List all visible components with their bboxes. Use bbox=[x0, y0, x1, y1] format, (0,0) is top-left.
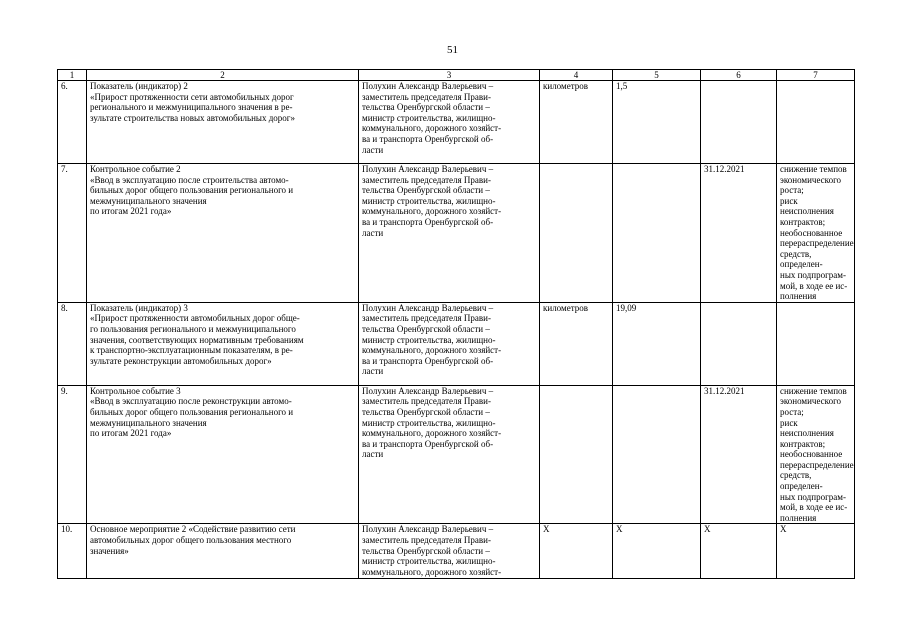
row-risks bbox=[777, 302, 855, 385]
column-number-4: 4 bbox=[540, 70, 613, 81]
row-number: 10. bbox=[58, 524, 87, 579]
row-responsible: Полухин Александр Валерьевич – заместитель председателя Прави- тельства Оренбургской области – министр строительства, жилищно- коммунального, дорожного хозяйст- bbox=[359, 524, 540, 579]
row-risks: снижение темпов экономического роста; риск неисполнения контрактов; необоснованное перераспределение средств, определен- ных подпрограм- мой, в ходе ее ис- полнения bbox=[777, 385, 855, 524]
row-date: 31.12.2021 bbox=[701, 385, 777, 524]
column-numbers-row bbox=[58, 70, 855, 81]
column-number-7: 7 bbox=[777, 70, 855, 81]
row-description: Контрольное событие 2 «Ввод в эксплуатацию после строительства автомо- бильных дорог общего пользования регионального и межмуниципального значения по итогам 2021 года» bbox=[87, 164, 359, 303]
row-unit: километров bbox=[540, 302, 613, 385]
row-value: 1,5 bbox=[613, 81, 701, 164]
row-description: Контрольное событие 3 «Ввод в эксплуатацию после реконструкции автомо- бильных дорог общего пользования регионального и межмуниципального значения по итогам 2021 года» bbox=[87, 385, 359, 524]
row-value: X bbox=[613, 524, 701, 579]
table-row bbox=[58, 385, 855, 524]
row-risks: X bbox=[777, 524, 855, 579]
row-responsible: Полухин Александр Валерьевич – заместитель председателя Прави- тельства Оренбургской области – министр строительства, жилищно- коммунального, дорожного хозяйст- ва и транспорта Оренбургской об- ласти bbox=[359, 164, 540, 303]
table-row bbox=[58, 302, 855, 385]
row-value: 19,09 bbox=[613, 302, 701, 385]
row-description: Показатель (индикатор) 3 «Прирост протяженности автомобильных дорог обще- го пользования регионального и межмуниципального значения, соответствующих нормативным требованиям к транспортно-эксплуатационным показателям, в ре- зультате реконструкции автомобильных дорог» bbox=[87, 302, 359, 385]
row-description: Показатель (индикатор) 2 «Прирост протяженности сети автомобильных дорог регионального и межмуниципального значения в ре- зультате строительства новых автомобильных дорог» bbox=[87, 81, 359, 164]
column-number-2: 2 bbox=[87, 70, 359, 81]
row-number: 9. bbox=[58, 385, 87, 524]
indicators-table bbox=[57, 69, 855, 579]
row-unit bbox=[540, 164, 613, 303]
row-unit: километров bbox=[540, 81, 613, 164]
row-responsible: Полухин Александр Валерьевич – заместитель председателя Прави- тельства Оренбургской области – министр строительства, жилищно- коммунального, дорожного хозяйст- ва и транспорта Оренбургской об- ласти bbox=[359, 81, 540, 164]
table-row bbox=[58, 524, 855, 579]
row-responsible: Полухин Александр Валерьевич – заместитель председателя Прави- тельства Оренбургской области – министр строительства, жилищно- коммунального, дорожного хозяйст- ва и транспорта Оренбургской об- ласти bbox=[359, 302, 540, 385]
page-number: 51 bbox=[447, 44, 458, 56]
column-number-5: 5 bbox=[613, 70, 701, 81]
row-number: 7. bbox=[58, 164, 87, 303]
table-row bbox=[58, 81, 855, 164]
row-value bbox=[613, 385, 701, 524]
table-row bbox=[58, 164, 855, 303]
column-number-3: 3 bbox=[359, 70, 540, 81]
row-number: 6. bbox=[58, 81, 87, 164]
row-date: 31.12.2021 bbox=[701, 164, 777, 303]
column-number-6: 6 bbox=[701, 70, 777, 81]
row-unit: X bbox=[540, 524, 613, 579]
row-risks: снижение темпов экономического роста; риск неисполнения контрактов; необоснованное перераспределение средств, определен- ных подпрограм- мой, в ходе ее ис- полнения bbox=[777, 164, 855, 303]
row-date bbox=[701, 302, 777, 385]
column-number-1: 1 bbox=[58, 70, 87, 81]
row-responsible: Полухин Александр Валерьевич – заместитель председателя Прави- тельства Оренбургской области – министр строительства, жилищно- коммунального, дорожного хозяйст- ва и транспорта Оренбургской об- ласти bbox=[359, 385, 540, 524]
row-description: Основное мероприятие 2 «Содействие развитию сети автомобильных дорог общего пользования местного значения» bbox=[87, 524, 359, 579]
row-risks bbox=[777, 81, 855, 164]
row-unit bbox=[540, 385, 613, 524]
row-date: X bbox=[701, 524, 777, 579]
row-number: 8. bbox=[58, 302, 87, 385]
row-date bbox=[701, 81, 777, 164]
row-value bbox=[613, 164, 701, 303]
